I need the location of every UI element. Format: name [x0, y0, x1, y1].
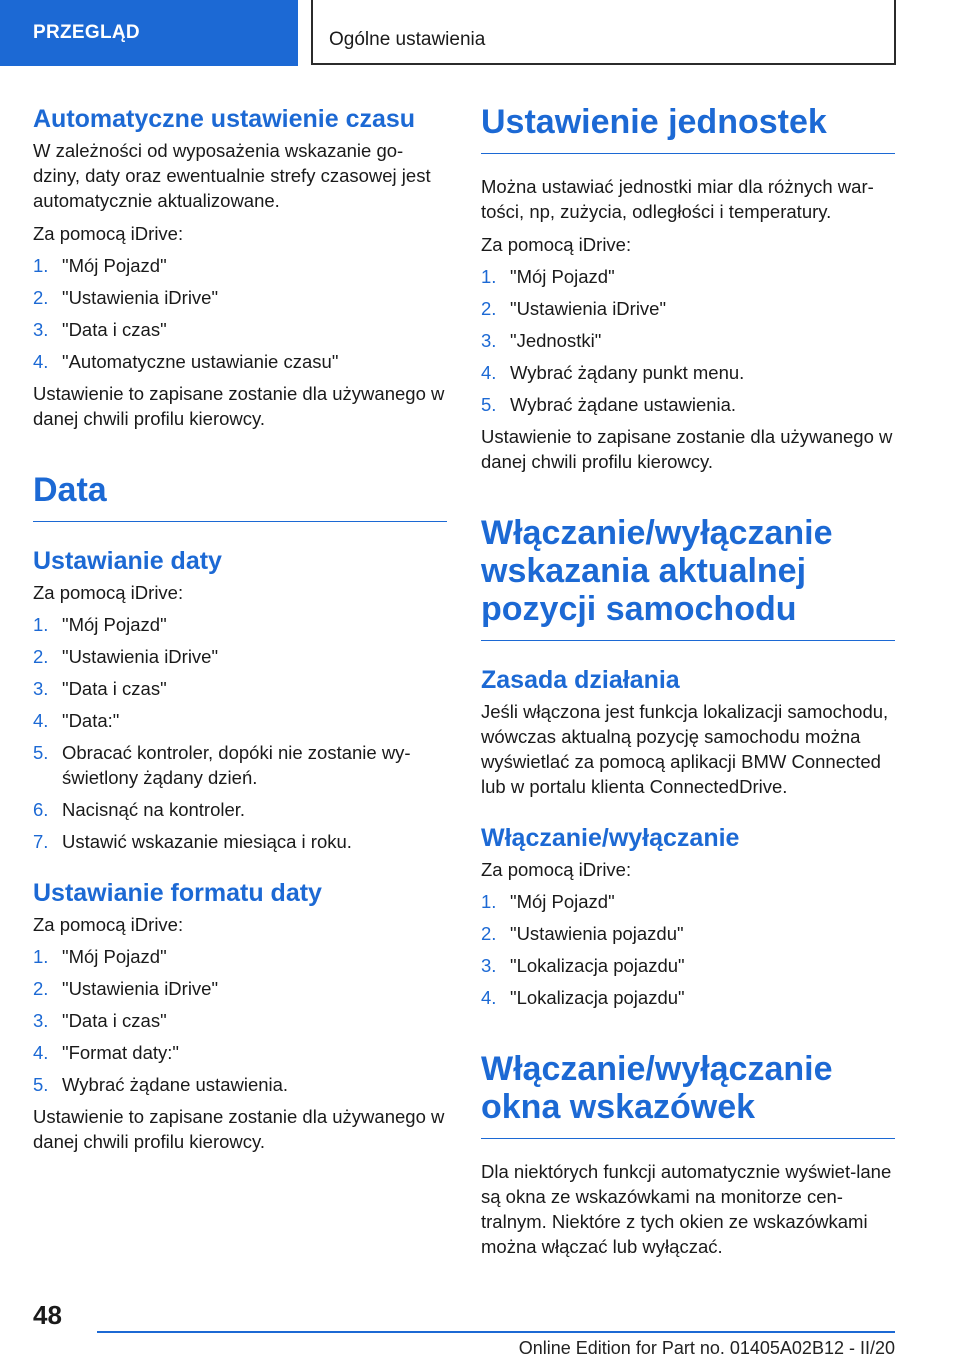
list-item: 3. "Data i czas"	[33, 1010, 167, 1031]
heading-toggle: Włączanie/wyłączanie	[481, 824, 740, 852]
units-steps	[481, 264, 895, 417]
list-item: 7. Ustawić wskazanie miesiąca i roku.	[33, 831, 352, 852]
right-column	[481, 100, 895, 1259]
list-item: 4. "Automatyczne ustawianie czasu"	[33, 351, 339, 372]
toggle-via: Za pomocą iDrive:	[481, 859, 632, 880]
auto-time-note: Ustawienie to zapisane zostanie dla używanego w danej chwili profilu kierowcy.	[33, 383, 445, 429]
auto-time-intro: W zależności od wyposażenia wskazanie go-dziny, daty oraz ewentualnie strefy czasowej jest automatycznie aktualizowane.	[33, 140, 431, 211]
list-item: 2. "Ustawienia pojazdu"	[481, 923, 684, 944]
section-title: Ogólne ustawienia	[311, 0, 896, 65]
list-item: 2. "Ustawienia iDrive"	[33, 287, 219, 308]
list-item: 1. "Mój Pojazd"	[481, 891, 615, 912]
list-item: 1. "Mój Pojazd"	[481, 266, 615, 287]
auto-time-via: Za pomocą iDrive:	[33, 223, 184, 244]
list-item: 3. "Lokalizacja pojazdu"	[481, 955, 685, 976]
section-units-title: Ustawienie jednostek	[481, 103, 895, 154]
date-format-steps	[33, 944, 447, 1097]
list-item: 6. Nacisnąć na kontroler.	[33, 799, 246, 820]
tab-overview[interactable]: PRZEGLĄD	[0, 0, 298, 66]
list-item: 3. "Data i czas"	[33, 319, 167, 340]
principle-text: Jeśli włączona jest funkcja lokalizacji samochodu, wówczas aktualną pozycję samochodu można wyświetlać za pomocą aplikacji BMW Connected lub w portalu klienta ConnectedDrive.	[481, 701, 889, 797]
section-data-title: Data	[33, 471, 447, 522]
heading-set-date: Ustawianie daty	[33, 547, 222, 575]
units-note: Ustawienie to zapisane zostanie dla używanego w danej chwili profilu kierowcy.	[481, 426, 893, 472]
units-via: Za pomocą iDrive:	[481, 234, 632, 255]
list-item: 5. Obracać kontroler, dopóki nie zostanie wy-świetlony żądany dzień.	[33, 742, 411, 788]
list-item: 4. "Format daty:"	[33, 1042, 179, 1063]
page-number: 48	[33, 1300, 62, 1330]
list-item: 3. "Data i czas"	[33, 678, 167, 699]
list-item: 2. "Ustawienia iDrive"	[33, 646, 219, 667]
page-header	[0, 0, 960, 66]
footer-edition: Online Edition for Part no. 01405A02B12 - II/20	[518, 1338, 895, 1358]
list-item: 2. "Ustawienia iDrive"	[481, 298, 667, 319]
date-format-via: Za pomocą iDrive:	[33, 914, 184, 935]
units-intro: Można ustawiać jednostki miar dla różnych war-tości, np, zużycia, odległości i temperatury.	[481, 176, 874, 222]
list-item: 4. "Data:"	[33, 710, 120, 731]
list-item: 2. "Ustawienia iDrive"	[33, 978, 219, 999]
list-item: 1. "Mój Pojazd"	[33, 614, 167, 635]
list-item: 5. Wybrać żądane ustawienia.	[33, 1074, 289, 1095]
heading-auto-time: Automatyczne ustawienie czasu	[33, 105, 416, 133]
heading-date-format: Ustawianie formatu daty	[33, 879, 322, 907]
left-column	[33, 100, 447, 1154]
list-item: 1. "Mój Pojazd"	[33, 255, 167, 276]
date-format-note: Ustawienie to zapisane zostanie dla używanego w danej chwili profilu kierowcy.	[33, 1106, 445, 1152]
set-date-steps	[33, 612, 447, 854]
list-item: 3. "Jednostki"	[481, 330, 602, 351]
section-hints-title: Włączanie/wyłączanie okna wskazówek	[481, 1050, 895, 1139]
heading-principle: Zasada działania	[481, 666, 680, 694]
list-item: 4. "Lokalizacja pojazdu"	[481, 987, 685, 1008]
list-item: 4. Wybrać żądany punkt menu.	[481, 362, 745, 383]
hints-text: Dla niektórych funkcji automatycznie wyświet-lane są okna ze wskazówkami na monitorze cen-tralnym. Niektóre z tych okien ze wskazówkami można włączać lub wyłączać.	[481, 1161, 892, 1257]
position-steps	[481, 889, 895, 1010]
footer-divider	[97, 1331, 895, 1333]
set-date-via: Za pomocą iDrive:	[33, 582, 184, 603]
section-position-title: Włączanie/wyłączanie wskazania aktualnej pozycji samochodu	[481, 514, 895, 641]
list-item: 1. "Mój Pojazd"	[33, 946, 167, 967]
list-item: 5. Wybrać żądane ustawienia.	[481, 394, 737, 415]
auto-time-steps	[33, 253, 447, 374]
